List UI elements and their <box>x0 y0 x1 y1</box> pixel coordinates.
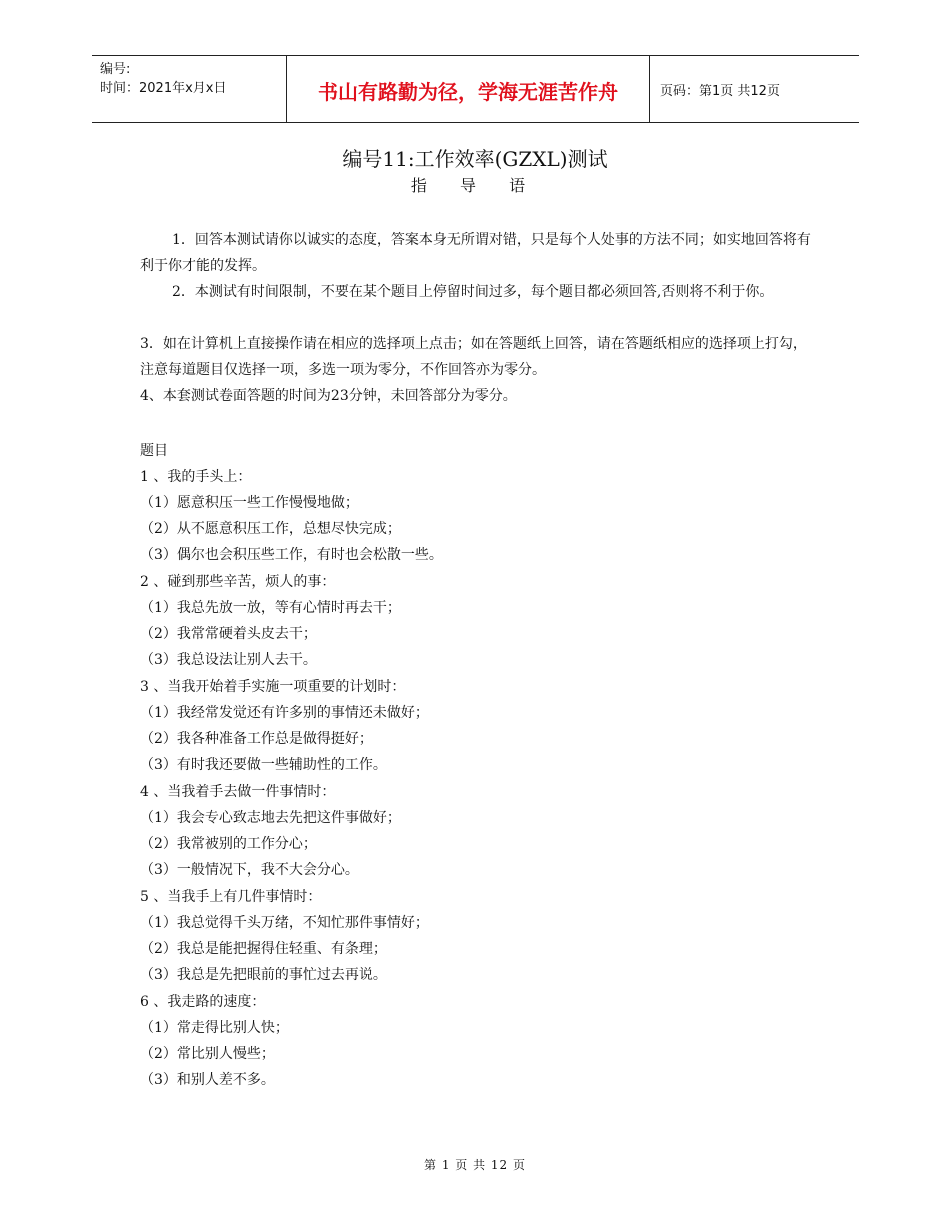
question-1: 1 、我的手头上： <box>140 469 252 485</box>
motto-text: 书山有路勤为径，学海无涯苦作舟 <box>318 80 618 104</box>
question-2: 2 、碰到那些辛苦，烦人的事： <box>140 574 336 590</box>
question-1-option-1[interactable]: （1）愿意积压一些工作慢慢地做； <box>140 495 359 511</box>
header-meta-cell <box>92 56 287 122</box>
page-footer: 第 1 页 共 12 页 <box>424 1158 526 1172</box>
question-5-option-2[interactable]: （2）我总是能把握得住轻重、有条理； <box>140 941 387 957</box>
question-2-option-2[interactable]: （2）我常常硬着头皮去干； <box>140 626 317 642</box>
header-table <box>92 55 859 123</box>
question-1-option-3[interactable]: （3）偶尔也会积压些工作，有时也会松散一些。 <box>140 547 443 563</box>
instruction-2: 2．本测试有时间限制，不要在某个题目上停留时间过多，每个题目都必须回答,否则将不利于你。 <box>172 284 774 300</box>
time-label: 时间：2021年x月x日 <box>100 81 227 96</box>
page-info: 页码：第1页 共12页 <box>660 84 780 99</box>
question-6-option-1[interactable]: （1）常走得比别人快； <box>140 1020 289 1036</box>
question-4-option-1[interactable]: （1）我会专心致志地去先把这件事做好； <box>140 810 401 826</box>
question-3-option-2[interactable]: （2）我各种准备工作总是做得挺好； <box>140 731 373 747</box>
instruction-1: 1．回答本测试请你以诚实的态度，答案本身无所谓对错，只是每个人处事的方法不同；如实地回答将有利于你才能的发挥。 <box>140 232 811 274</box>
document-subtitle: 指 导 语 <box>410 176 540 195</box>
number-label: 编号: <box>100 62 131 77</box>
question-3-option-3[interactable]: （3）有时我还要做一些辅助性的工作。 <box>140 757 387 773</box>
document-title: 编号11:工作效率(GZXL)测试 <box>342 147 608 171</box>
question-6-option-3[interactable]: （3）和别人差不多。 <box>140 1072 275 1088</box>
question-3-option-1[interactable]: （1）我经常发觉还有许多别的事情还未做好； <box>140 705 429 721</box>
question-2-option-3[interactable]: （3）我总设法让别人去干。 <box>140 652 317 668</box>
question-4-option-3[interactable]: （3）一般情况下，我不大会分心。 <box>140 862 359 878</box>
question-5-option-1[interactable]: （1）我总觉得千头万绪，不知忙那件事情好； <box>140 915 429 931</box>
instruction-4: 4、本套测试卷面答题的时间为23分钟，未回答部分为零分。 <box>140 388 517 404</box>
instruction-3: 3．如在计算机上直接操作请在相应的选择项上点击；如在答题纸上回答，请在答题纸相应的选择项上打勾，注意每道题目仅选择一项，多选一项为零分，不作回答亦为零分。 <box>140 336 807 378</box>
question-3: 3 、当我开始着手实施一项重要的计划时： <box>140 679 406 695</box>
question-4: 4 、当我着手去做一件事情时： <box>140 784 336 800</box>
question-4-option-2[interactable]: （2）我常被别的工作分心； <box>140 836 317 852</box>
questions-heading: 题目 <box>140 443 168 459</box>
header-page-cell <box>650 56 859 122</box>
question-2-option-1[interactable]: （1）我总先放一放，等有心情时再去干； <box>140 600 401 616</box>
question-5: 5 、当我手上有几件事情时： <box>140 889 322 905</box>
question-6-option-2[interactable]: （2）常比别人慢些； <box>140 1046 275 1062</box>
header-motto-cell <box>287 56 650 122</box>
question-1-option-2[interactable]: （2）从不愿意积压工作，总想尽快完成； <box>140 521 401 537</box>
question-5-option-3[interactable]: （3）我总是先把眼前的事忙过去再说。 <box>140 967 387 983</box>
question-6: 6 、我走路的速度： <box>140 994 266 1010</box>
